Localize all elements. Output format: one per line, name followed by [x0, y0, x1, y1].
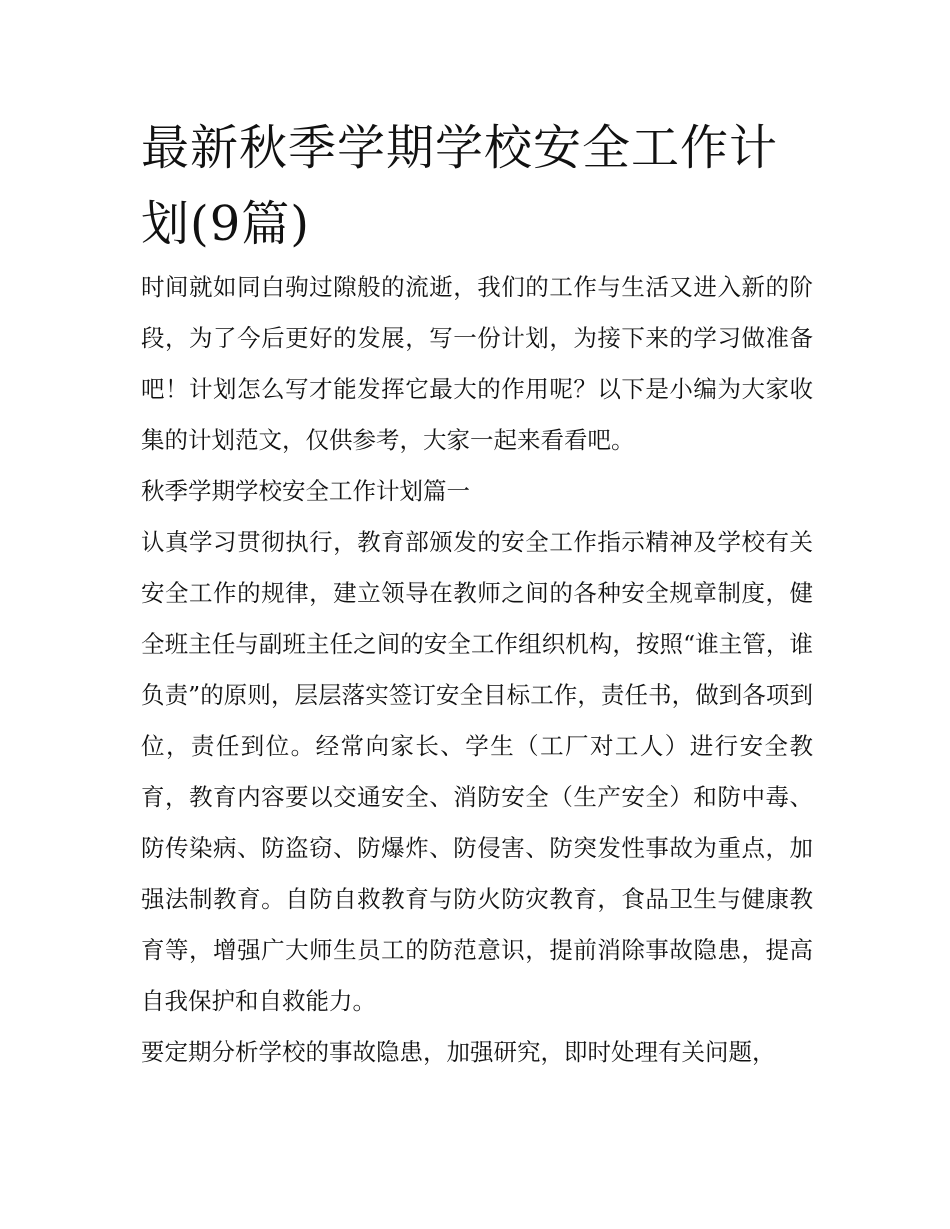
intro-paragraph: 时间就如同白驹过隙般的流逝，我们的工作与生活又进入新的阶段，为了今后更好的发展，写一份计划，为接下来的学习做准备吧！计划怎么写才能发挥它最大的作用呢？以下是小编为大家收集的计划范文，仅供参考，大家一起来看看吧。: [141, 273, 813, 454]
document-body: [141, 110, 813, 1078]
body-paragraph-2: 要定期分析学校的事故隐患，加强研究，即时处理有关问题，: [141, 1038, 776, 1066]
body-paragraph-1: 认真学习贯彻执行，教育部颁发的安全工作指示精神及学校有关安全工作的规律，建立领导在教师之间的各种安全规章制度，健全班主任与副班主任之间的安全工作组织机构，按照“谁主管，谁负责”的原则，层层落实签订安全目标工作，责任书，做到各项到位，责任到位。经常向家长、学生（工厂对工人）进行安全教育，教育内容要以交通安全、消防安全（生产安全）和防中毒、防传染病、防盗窃、防爆炸、防侵害、防突发性事故为重点，加强法制教育。自防自救教育与防火防灾教育，食品卫生与健康教育等，增强广大师生员工的防范意识，提前消除事故隐患，提高自我保护和自救能力。: [141, 528, 813, 1015]
section-heading: 秋季学期学校安全工作计划篇一: [141, 477, 470, 505]
document-title: 最新秋季学期学校安全工作计划(9篇): [141, 120, 779, 252]
